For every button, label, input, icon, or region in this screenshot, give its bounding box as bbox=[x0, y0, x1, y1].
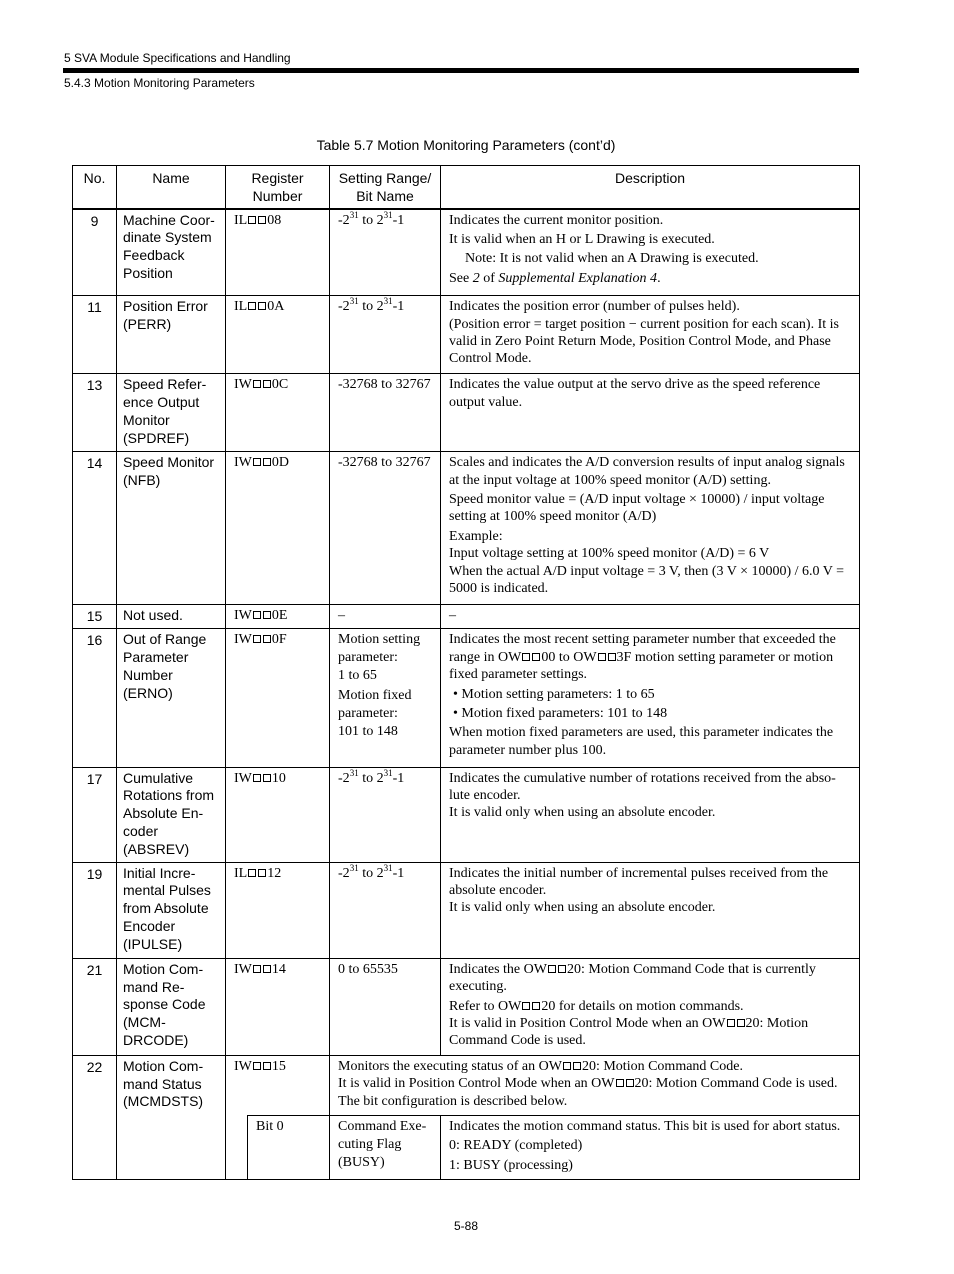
param-no: 19 bbox=[73, 862, 117, 958]
param-name: Position Error (PERR) bbox=[117, 296, 226, 374]
placeholder-box-icon bbox=[263, 965, 271, 973]
setting-range: – bbox=[330, 605, 441, 629]
placeholder-box-icon bbox=[616, 1079, 624, 1087]
setting-range: $-2^{31}$ to $2^{31}-1$ bbox=[330, 296, 441, 374]
placeholder-box-icon bbox=[263, 380, 271, 388]
param-no: 14 bbox=[73, 452, 117, 605]
param-name: Speed Monitor (NFB) bbox=[117, 452, 226, 605]
description: Indicates the initial number of incremental pulses received from the absolute encoder. It is valid only when using an absolute encoder. bbox=[441, 862, 860, 958]
placeholder-box-icon bbox=[253, 774, 261, 782]
description: Scales and indicates the A/D conversion results of input analog signals at the input voltage at 100% speed monitor (A/D) setting. Speed monitor value = (A/D input voltage × 10000) / input voltage setting at 100% speed monitor (A/D) Example: Input voltage setting at 100% speed monitor (A/D) = 6 V When the actual A/D input voltage = 3 V, then (3 V × 10000) / 6.0 V = 5000 is indicated. bbox=[441, 452, 860, 605]
placeholder-box-icon bbox=[253, 611, 261, 619]
param-no: 13 bbox=[73, 374, 117, 452]
bit-description: Indicates the motion command status. This bit is used for abort status. 0: READY (completed) 1: BUSY (processing) bbox=[441, 1115, 860, 1179]
description: Indicates the most recent setting parameter number that exceeded the range in OW 00 to OW 3F motion setting parameter or motion fixed parameter settings. • Motion setting parameters: 1 to 65 • Motion fixed parameters: 101 to 148 When motion fixed parameters are used, this parameter indicates the parameter number plus 100. bbox=[441, 629, 860, 767]
table-row bbox=[73, 209, 860, 296]
page-number: 5-88 bbox=[453, 1219, 479, 1233]
col-header-register: Register Number bbox=[226, 166, 330, 209]
setting-range: $-2^{31}$ to $2^{31}-1$ bbox=[330, 209, 441, 296]
setting-range: $-2^{31}$ to $2^{31}-1$ bbox=[330, 862, 441, 958]
placeholder-box-icon bbox=[522, 1002, 530, 1010]
setting-range: -32768 to 32767 bbox=[330, 452, 441, 605]
placeholder-box-icon bbox=[548, 965, 556, 973]
register-number: IW 15 bbox=[226, 1055, 330, 1115]
placeholder-box-icon bbox=[573, 1062, 581, 1070]
placeholder-box-icon bbox=[258, 302, 266, 310]
placeholder-box-icon bbox=[253, 635, 261, 643]
placeholder-box-icon bbox=[532, 653, 540, 661]
placeholder-box-icon bbox=[253, 380, 261, 388]
table-caption: Table 5.7 Motion Monitoring Parameters (cont’d) bbox=[316, 137, 616, 153]
table-row bbox=[73, 374, 860, 452]
placeholder-box-icon bbox=[263, 458, 271, 466]
placeholder-box-icon bbox=[263, 635, 271, 643]
description: Indicates the cumulative number of rotations received from the abso-lute encoder. It is valid only when using an absolute encoder. bbox=[441, 767, 860, 862]
placeholder-box-icon bbox=[263, 774, 271, 782]
description: Indicates the value output at the servo drive as the speed reference output value. bbox=[441, 374, 860, 452]
table-row bbox=[73, 1055, 860, 1115]
header-rule bbox=[63, 68, 859, 73]
param-no: 17 bbox=[73, 767, 117, 862]
register-number: IW 0D bbox=[226, 452, 330, 605]
placeholder-box-icon bbox=[258, 869, 266, 877]
setting-range: -32768 to 32767 bbox=[330, 374, 441, 452]
placeholder-box-icon bbox=[248, 216, 256, 224]
param-name: Machine Coor- dinate System Feedback Position bbox=[117, 209, 226, 296]
placeholder-box-icon bbox=[563, 1062, 571, 1070]
placeholder-box-icon bbox=[558, 965, 566, 973]
col-header-description: Description bbox=[441, 166, 860, 209]
col-header-range: Setting Range/ Bit Name bbox=[330, 166, 441, 209]
table-row bbox=[73, 452, 860, 605]
setting-range: $-2^{31}$ to $2^{31}-1$ bbox=[330, 767, 441, 862]
placeholder-box-icon bbox=[253, 458, 261, 466]
placeholder-box-icon bbox=[532, 1002, 540, 1010]
placeholder-box-icon bbox=[248, 302, 256, 310]
bit-number: Bit 0 bbox=[248, 1115, 330, 1179]
register-number: IW 0C bbox=[226, 374, 330, 452]
description: Indicates the position error (number of pulses held). (Position error = target position − current position for each scan). It is valid in Zero Point Return Mode, Position Control Mode, and Phase Control Mode. bbox=[441, 296, 860, 374]
parameters-table bbox=[72, 165, 860, 1180]
param-name: Not used. bbox=[117, 605, 226, 629]
param-no: 11 bbox=[73, 296, 117, 374]
placeholder-box-icon bbox=[258, 216, 266, 224]
param-no: 15 bbox=[73, 605, 117, 629]
indent-spacer bbox=[226, 1115, 248, 1179]
placeholder-box-icon bbox=[248, 869, 256, 877]
param-name: Cumulative Rotations from Absolute En- coder (ABSREV) bbox=[117, 767, 226, 862]
placeholder-box-icon bbox=[253, 965, 261, 973]
description: – bbox=[441, 605, 860, 629]
placeholder-box-icon bbox=[737, 1019, 745, 1027]
param-name: Speed Refer- ence Output Monitor (SPDREF) bbox=[117, 374, 226, 452]
table-row bbox=[73, 862, 860, 958]
param-no: 21 bbox=[73, 958, 117, 1055]
placeholder-box-icon bbox=[626, 1079, 634, 1087]
placeholder-box-icon bbox=[263, 1062, 271, 1070]
running-header-chapter: 5 SVA Module Specifications and Handling bbox=[64, 51, 291, 65]
placeholder-box-icon bbox=[522, 653, 530, 661]
placeholder-box-icon bbox=[608, 653, 616, 661]
table-row bbox=[73, 296, 860, 374]
param-no: 9 bbox=[73, 209, 117, 296]
col-header-name: Name bbox=[117, 166, 226, 209]
register-number: IW 14 bbox=[226, 958, 330, 1055]
description: Indicates the current monitor position. It is valid when an H or L Drawing is executed. Note: It is not valid when an A Drawing is executed. See 2 of Supplemental Explanation 4. bbox=[441, 209, 860, 296]
placeholder-box-icon bbox=[263, 611, 271, 619]
placeholder-box-icon bbox=[253, 1062, 261, 1070]
register-number: IL 08 bbox=[226, 209, 330, 296]
register-number: IL 0A bbox=[226, 296, 330, 374]
setting-range: Motion setting parameter: 1 to 65 Motion fixed parameter: 101 to 148 bbox=[330, 629, 441, 767]
table-row bbox=[73, 629, 860, 767]
register-number: IW 0E bbox=[226, 605, 330, 629]
placeholder-box-icon bbox=[727, 1019, 735, 1027]
col-header-no: No. bbox=[73, 166, 117, 209]
description: Monitors the executing status of an OW 20: Motion Command Code. It is valid in Position Control Mode when an OW 20: Motion Command Code is used. The bit configuration is described below. bbox=[330, 1055, 860, 1115]
param-name: Motion Com- mand Status (MCMDSTS) bbox=[117, 1055, 226, 1179]
table-row bbox=[73, 767, 860, 862]
param-name: Motion Com- mand Re- sponse Code (MCM- DRCODE) bbox=[117, 958, 226, 1055]
table-header-row bbox=[73, 166, 860, 209]
setting-range: 0 to 65535 bbox=[330, 958, 441, 1055]
table-row bbox=[73, 958, 860, 1055]
param-name: Initial Incre- mental Pulses from Absolute Encoder (IPULSE) bbox=[117, 862, 226, 958]
placeholder-box-icon bbox=[598, 653, 606, 661]
param-name: Out of Range Parameter Number (ERNO) bbox=[117, 629, 226, 767]
param-no: 16 bbox=[73, 629, 117, 767]
register-number: IW 0F bbox=[226, 629, 330, 767]
table-row bbox=[73, 605, 860, 629]
description: Indicates the OW 20: Motion Command Code that is currently executing. Refer to OW 20 for details on motion commands. It is valid in Position Control Mode when an OW 20: Motion Command Code is used. bbox=[441, 958, 860, 1055]
register-number: IW 10 bbox=[226, 767, 330, 862]
param-no: 22 bbox=[73, 1055, 117, 1179]
bit-name: Command Exe- cuting Flag (BUSY) bbox=[330, 1115, 441, 1179]
register-number: IL 12 bbox=[226, 862, 330, 958]
running-header-section: 5.4.3 Motion Monitoring Parameters bbox=[64, 76, 255, 90]
